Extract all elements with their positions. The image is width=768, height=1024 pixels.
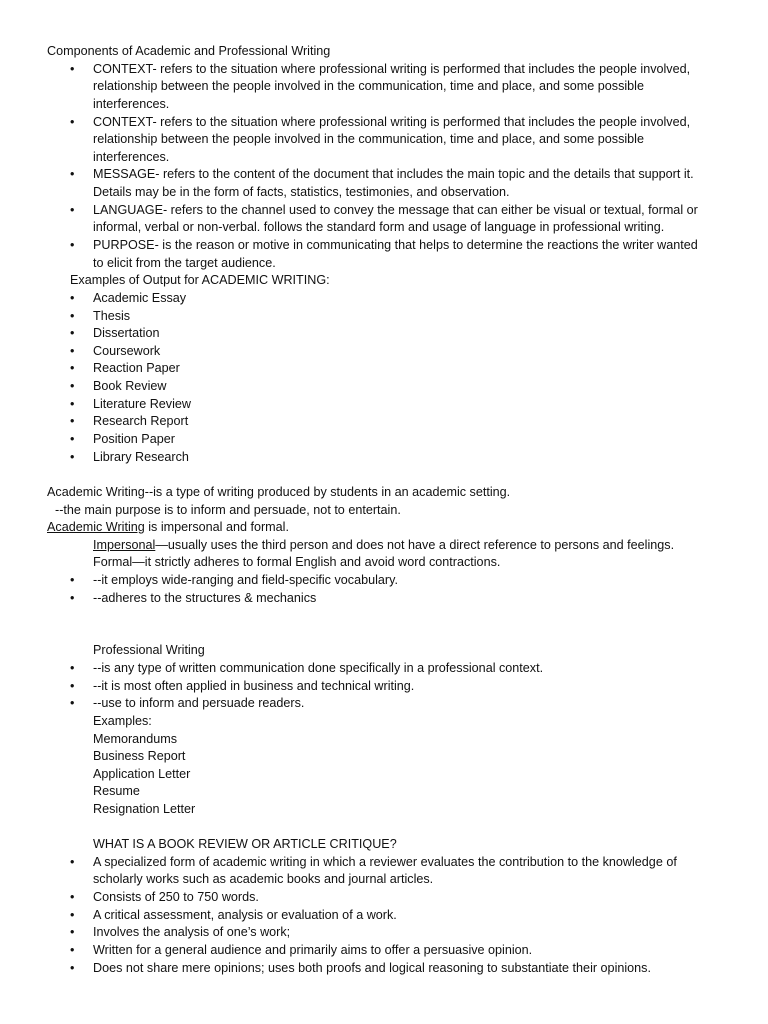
component-purpose-line: to elicit from the target audience. (93, 256, 276, 270)
professional-example: Resume (93, 784, 140, 798)
examples-heading: Examples of Output for ACADEMIC WRITING: (70, 273, 330, 287)
component-context-line: relationship between the people involved in the communication, time and place, and some possible (93, 132, 644, 146)
component-language-line: LANGUAGE- refers to the channel used to convey the message that can either be visual or textual, formal or (93, 203, 698, 217)
component-context-line: CONTEXT- refers to the situation where professional writing is performed that includes the people involved, (93, 115, 691, 129)
academic-purpose: --the main purpose is to inform and persuade, not to entertain. (55, 503, 401, 517)
component-context-line: interferences. (93, 150, 170, 164)
bullet: • (70, 925, 75, 939)
component-message-line: Details may be in the form of facts, statistics, testimonies, and observation. (93, 185, 510, 199)
bullet: • (70, 291, 75, 305)
bullet: • (70, 414, 75, 428)
bullet: • (70, 379, 75, 393)
book-review-point: Consists of 250 to 750 words. (93, 890, 259, 904)
bullet: • (70, 167, 75, 181)
bullet: • (70, 62, 75, 76)
bullet: • (70, 943, 75, 957)
academic-term: Academic Writing (47, 520, 145, 534)
bullet: • (70, 890, 75, 904)
list-item: Academic Essay (93, 291, 187, 305)
professional-example: Resignation Letter (93, 802, 196, 816)
bullet: • (70, 908, 75, 922)
list-item: Coursework (93, 344, 161, 358)
formal-line: Formal—it strictly adheres to formal English and avoid word contractions. (93, 555, 501, 569)
professional-example: Application Letter (93, 767, 191, 781)
professional-bullet: --use to inform and persuade readers. (93, 696, 305, 710)
bullet: • (70, 115, 75, 129)
impersonal-line (93, 537, 674, 554)
component-context-line: relationship between the people involved in the communication, time and place, and some possible (93, 79, 644, 93)
list-item: Library Research (93, 450, 189, 464)
bullet: • (70, 573, 75, 587)
professional-bullet: --it is most often applied in business and technical writing. (93, 679, 415, 693)
section-heading: Components of Academic and Professional Writing (47, 44, 331, 58)
list-item: Book Review (93, 379, 167, 393)
component-message-line: MESSAGE- refers to the content of the document that includes the main topic and the details that support it. (93, 167, 694, 181)
bullet: • (70, 450, 75, 464)
academic-term-rest: is impersonal and formal. (144, 520, 289, 534)
impersonal-term: Impersonal (93, 538, 156, 552)
bullet: • (70, 326, 75, 340)
bullet: • (70, 961, 75, 975)
bullet: • (70, 203, 75, 217)
list-item: Thesis (93, 309, 131, 323)
academic-nature (47, 519, 289, 536)
bullet: • (70, 238, 75, 252)
professional-example: Business Report (93, 749, 186, 763)
professional-title: Professional Writing (93, 643, 205, 657)
bullet: • (70, 679, 75, 693)
professional-examples-label: Examples: (93, 714, 152, 728)
bullet: • (70, 344, 75, 358)
bullet: • (70, 696, 75, 710)
academic-bullet: --adheres to the structures & mechanics (93, 591, 317, 605)
bullet: • (70, 309, 75, 323)
list-item: Dissertation (93, 326, 160, 340)
component-language-line: informal, verbal or non-verbal. follows the standard form and usage of language in professional writing. (93, 220, 665, 234)
professional-bullet: --is any type of written communication done specifically in a professional context. (93, 661, 544, 675)
book-review-question: WHAT IS A BOOK REVIEW OR ARTICLE CRITIQUE? (93, 837, 397, 851)
component-context-line: CONTEXT- refers to the situation where professional writing is performed that includes the people involved, (93, 62, 691, 76)
academic-bullet: --it employs wide-ranging and field-specific vocabulary. (93, 573, 398, 587)
bullet: • (70, 855, 75, 869)
bullet: • (70, 591, 75, 605)
list-item: Reaction Paper (93, 361, 180, 375)
book-review-point: Involves the analysis of one’s work; (93, 925, 291, 939)
book-review-point: A critical assessment, analysis or evaluation of a work. (93, 908, 397, 922)
bullet: • (70, 661, 75, 675)
professional-example: Memorandums (93, 732, 177, 746)
bullet: • (70, 397, 75, 411)
academic-definition: Academic Writing--is a type of writing produced by students in an academic setting. (47, 485, 511, 499)
book-review-point: Does not share mere opinions; uses both proofs and logical reasoning to substantiate their opinions. (93, 961, 651, 975)
bullet: • (70, 361, 75, 375)
book-review-point: scholarly works such as academic books and journal articles. (93, 872, 434, 886)
book-review-point: Written for a general audience and primarily aims to offer a persuasive opinion. (93, 943, 533, 957)
book-review-point: A specialized form of academic writing in which a reviewer evaluates the contribution to the knowledge of (93, 855, 677, 869)
bullet: • (70, 432, 75, 446)
list-item: Research Report (93, 414, 189, 428)
component-purpose-line: PURPOSE- is the reason or motive in communicating that helps to determine the reactions the writer wanted (93, 238, 698, 252)
list-item: Literature Review (93, 397, 191, 411)
impersonal-rest: —usually uses the third person and does not have a direct reference to persons and feelings. (155, 538, 675, 552)
list-item: Position Paper (93, 432, 175, 446)
component-context-line: interferences. (93, 97, 170, 111)
